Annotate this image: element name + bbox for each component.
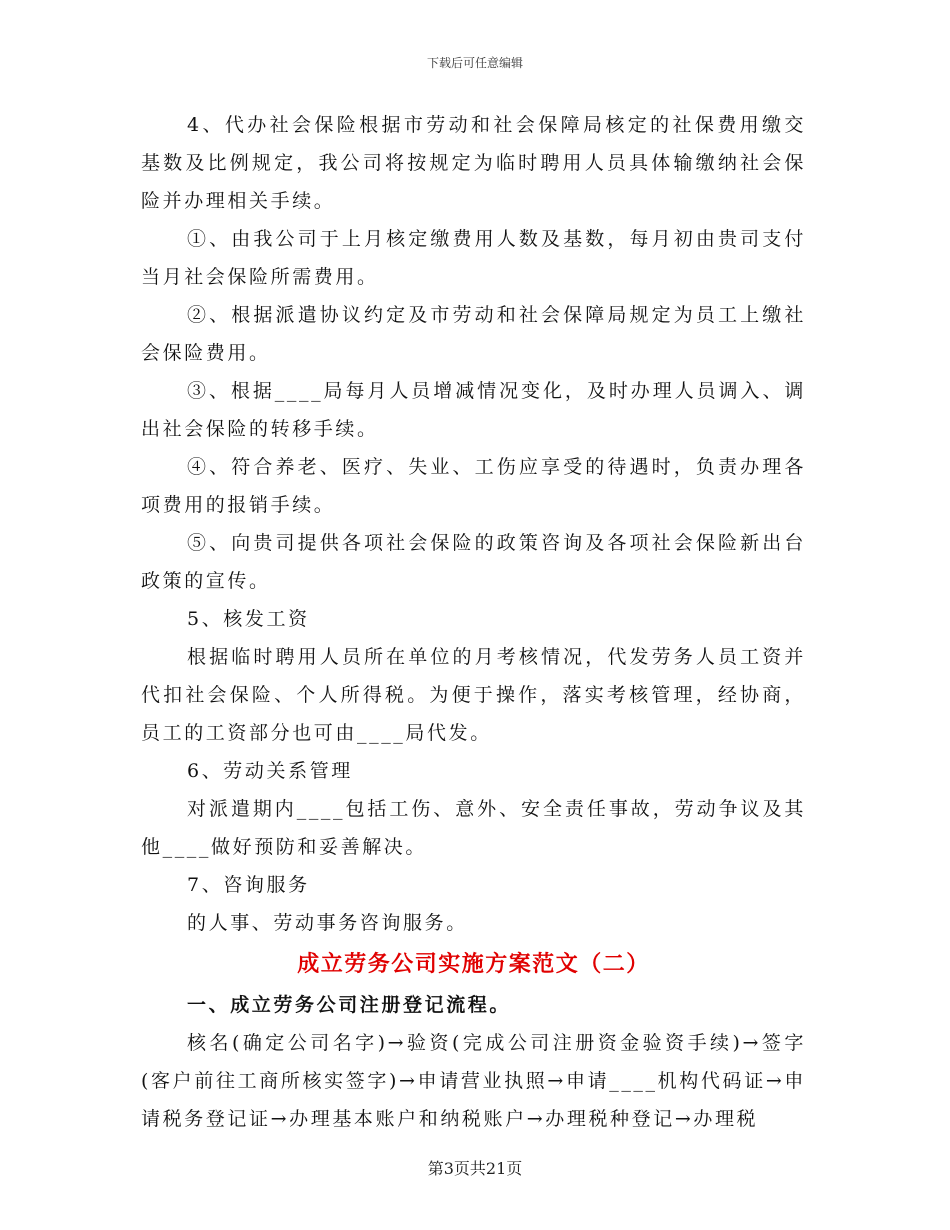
paragraph-social-insurance: 4、代办社会保险根据市劳动和社会保障局核定的社保费用缴交基数及比例规定，我公司将按规定为临时聘用人员具体输缴纳社会保险并办理相关手续。: [141, 114, 806, 212]
page-footer: 第3页共21页: [427, 1159, 523, 1178]
heading-consulting: 7、咨询服务: [187, 874, 310, 896]
paragraph-item-1: ①、由我公司于上月核定缴费用人数及基数，每月初由贵司支付当月社会保险所需费用。: [141, 228, 806, 288]
paragraph-labor-relations: 对派遣期内____包括工伤、意外、安全责任事故，劳动争议及其他____做好预防和妥善解决。: [141, 798, 806, 858]
paragraph-item-3: ③、根据____局每月人员增减情况变化，及时办理人员调入、调出社会保险的转移手续。: [141, 380, 806, 440]
paragraph-item-2: ②、根据派遣协议约定及市劳动和社会保障局规定为员工上缴社会保险费用。: [141, 304, 806, 364]
paragraph-item-4: ④、符合养老、医疗、失业、工伤应享受的待遇时，负责办理各项费用的报销手续。: [141, 456, 806, 516]
section-heading: 一、成立劳务公司注册登记流程。: [187, 994, 512, 1016]
heading-payroll: 5、核发工资: [187, 608, 310, 630]
paragraph-registration-flow: 核名(确定公司名字)→验资(完成公司注册资金验资手续)→签字(客户前往工商所核实签字)→申请营业执照→申请____机构代码证→申请税务登记证→办理基本账户和纳税账户→办理税种登记→办理税: [141, 1032, 806, 1130]
document-body: [141, 106, 806, 1138]
paragraph-item-5: ⑤、向贵司提供各项社会保险的政策咨询及各项社会保险新出台政策的宣传。: [141, 532, 806, 592]
paragraph-payroll: 根据临时聘用人员所在单位的月考核情况，代发劳务人员工资并代扣社会保险、个人所得税。为便于操作，落实考核管理，经协商，员工的工资部分也可由____局代发。: [141, 646, 806, 744]
page-header: 下载后可任意编辑: [426, 56, 523, 70]
heading-labor-relations: 6、劳动关系管理: [187, 760, 353, 782]
paragraph-consulting: 的人事、劳动事务咨询服务。: [187, 912, 468, 934]
section-title: 成立劳务公司实施方案范文（二）: [297, 951, 650, 977]
